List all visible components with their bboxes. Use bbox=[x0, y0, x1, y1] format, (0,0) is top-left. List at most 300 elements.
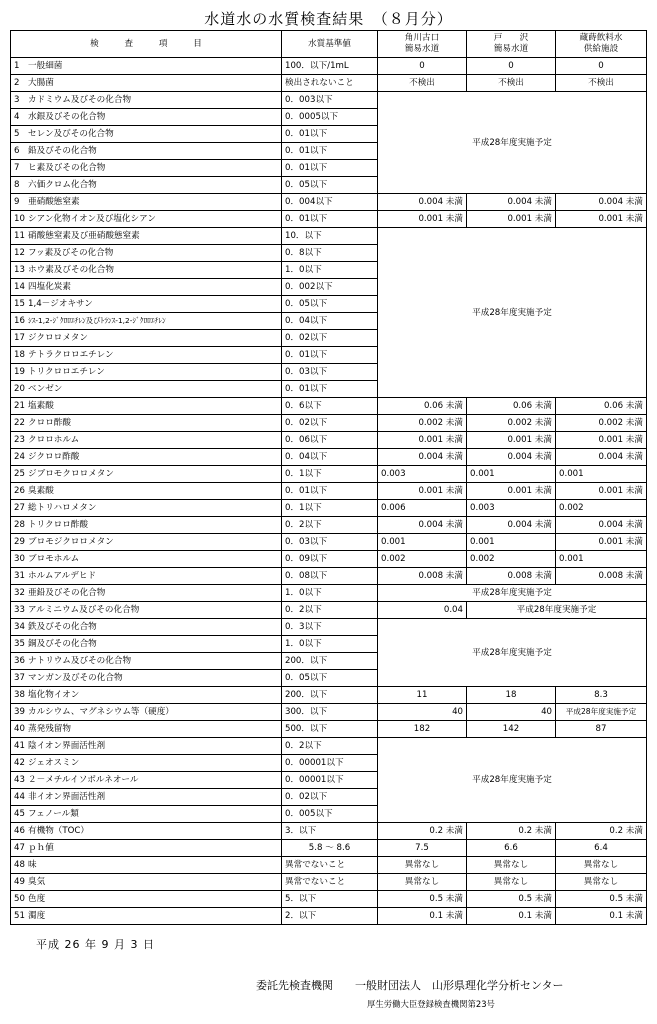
item-name-cell bbox=[11, 687, 282, 704]
value-col2: 6.6 bbox=[467, 840, 556, 857]
standard-value: 5.8 ～ 8.6 bbox=[282, 840, 378, 857]
item-name-cell bbox=[11, 58, 282, 75]
standard-value: 0．1以下 bbox=[282, 466, 378, 483]
item-name: ジクロロメタン bbox=[28, 333, 88, 343]
standard-value: 0．01以下 bbox=[282, 483, 378, 500]
table-row bbox=[11, 721, 647, 738]
value-col1: 0.1 未満 bbox=[378, 908, 467, 925]
item-name: ベンゼン bbox=[28, 384, 63, 394]
item-name: 総トリハロメタン bbox=[28, 503, 97, 513]
item-name: フェノール類 bbox=[28, 809, 79, 819]
value-col1: 0.001 未満 bbox=[378, 483, 467, 500]
item-number: 15 bbox=[14, 299, 25, 309]
item-name-cell bbox=[11, 653, 282, 670]
item-name: セレン及びその化合物 bbox=[28, 129, 114, 139]
item-name: 六価クロム化合物 bbox=[28, 180, 97, 190]
item-number: 5 bbox=[14, 129, 20, 139]
item-number: 7 bbox=[14, 163, 20, 173]
value-col1: 不検出 bbox=[378, 75, 467, 92]
value-col2: 0.001 bbox=[467, 534, 556, 551]
value-col3: 0.001 未満 bbox=[556, 432, 647, 449]
value-col3: 異常なし bbox=[556, 874, 647, 891]
item-name-cell bbox=[11, 262, 282, 279]
value-col1: 0.06 未満 bbox=[378, 398, 467, 415]
item-name-cell bbox=[11, 483, 282, 500]
item-name: 鉛及びその化合物 bbox=[28, 146, 97, 156]
value-col1: 異常なし bbox=[378, 874, 467, 891]
org-registration: 厚生労働大臣登録検査機関第23号 bbox=[367, 999, 495, 1009]
planned-note: 平成28年度実施予定 bbox=[378, 619, 647, 687]
item-number: 19 bbox=[14, 367, 25, 377]
standard-value: 0．08以下 bbox=[282, 568, 378, 585]
value-col3: 0.004 未満 bbox=[556, 449, 647, 466]
item-name: ホルムアルデヒド bbox=[28, 571, 97, 581]
item-number: 49 bbox=[14, 877, 25, 887]
item-name-cell bbox=[11, 823, 282, 840]
standard-value: 0．6以下 bbox=[282, 398, 378, 415]
planned-note: 平成28年度実施予定 bbox=[378, 92, 647, 194]
value-col2: 0.001 未満 bbox=[467, 483, 556, 500]
standard-value: 0．09以下 bbox=[282, 551, 378, 568]
table-row bbox=[11, 908, 647, 925]
item-name: ｐｈ値 bbox=[28, 843, 54, 853]
item-name: 有機物（TOC） bbox=[28, 826, 89, 836]
standard-value: 0．3以下 bbox=[282, 619, 378, 636]
value-col1: 0.004 未満 bbox=[378, 194, 467, 211]
header-standard: 水質基準値 bbox=[282, 31, 378, 58]
table-row bbox=[11, 585, 647, 602]
item-name-cell bbox=[11, 840, 282, 857]
item-name: クロロホルム bbox=[28, 435, 80, 445]
item-name: 味 bbox=[28, 860, 37, 870]
table-row bbox=[11, 483, 647, 500]
item-name-cell bbox=[11, 432, 282, 449]
value-col2: 0.001 未満 bbox=[467, 432, 556, 449]
value-col2: 0.004 未満 bbox=[467, 517, 556, 534]
standard-value: 0．05以下 bbox=[282, 296, 378, 313]
item-name-cell bbox=[11, 908, 282, 925]
table-row bbox=[11, 857, 647, 874]
item-name-cell bbox=[11, 313, 282, 330]
item-number: 43 bbox=[14, 775, 25, 785]
standard-value: 0．2以下 bbox=[282, 517, 378, 534]
value-col1: 0.006 bbox=[378, 500, 467, 517]
standard-value: 0．05以下 bbox=[282, 177, 378, 194]
item-name: ブロモジクロロメタン bbox=[28, 537, 114, 547]
item-name: フッ素及びその化合物 bbox=[28, 248, 114, 258]
item-name: ２－メチルイソボルネオール bbox=[28, 775, 139, 785]
value-col2: 0.5 未満 bbox=[467, 891, 556, 908]
table-row bbox=[11, 687, 647, 704]
standard-value: 0．04以下 bbox=[282, 449, 378, 466]
item-number: 45 bbox=[14, 809, 25, 819]
table-row bbox=[11, 874, 647, 891]
item-number: 1 bbox=[14, 61, 20, 71]
org-label: 委託先検査機関 bbox=[256, 979, 333, 992]
table-row bbox=[11, 194, 647, 211]
standard-value: 2．以下 bbox=[282, 908, 378, 925]
planned-note: 平成28年度実施予定 bbox=[378, 585, 647, 602]
item-name: ブロモホルム bbox=[28, 554, 80, 564]
standard-value: 0．02以下 bbox=[282, 415, 378, 432]
item-name: ホウ素及びその化合物 bbox=[28, 265, 114, 275]
value-col1: 0.008 未満 bbox=[378, 568, 467, 585]
item-name: 亜硝酸態窒素 bbox=[28, 197, 80, 207]
item-number: 47 bbox=[14, 843, 25, 853]
item-name: 濁度 bbox=[28, 911, 46, 921]
value-col2: 0.001 bbox=[467, 466, 556, 483]
item-number: 21 bbox=[14, 401, 25, 411]
item-name-cell bbox=[11, 738, 282, 755]
item-name: クロロ酢酸 bbox=[28, 418, 71, 428]
item-number: 31 bbox=[14, 571, 25, 581]
item-name: 1,4－ジオキサン bbox=[28, 299, 93, 309]
value-col2: 0.004 未満 bbox=[467, 449, 556, 466]
value-col2: 0.002 bbox=[467, 551, 556, 568]
planned-note: 平成28年度実施予定 bbox=[378, 738, 647, 823]
inspection-org bbox=[256, 977, 564, 993]
value-col1: 0.001 未満 bbox=[378, 432, 467, 449]
standard-value: 0．005以下 bbox=[282, 806, 378, 823]
standard-value: 0．2以下 bbox=[282, 738, 378, 755]
table-row bbox=[11, 704, 647, 721]
value-col2: 0.06 未満 bbox=[467, 398, 556, 415]
item-name-cell bbox=[11, 891, 282, 908]
table-row bbox=[11, 534, 647, 551]
value-col2: 0 bbox=[467, 58, 556, 75]
item-name-cell bbox=[11, 143, 282, 160]
standard-value: 0．01以下 bbox=[282, 143, 378, 160]
table-row bbox=[11, 840, 647, 857]
item-name: 四塩化炭素 bbox=[28, 282, 71, 292]
standard-value: 200．以下 bbox=[282, 687, 378, 704]
item-name-cell bbox=[11, 160, 282, 177]
value-col1: 7.5 bbox=[378, 840, 467, 857]
item-number: 28 bbox=[14, 520, 25, 530]
value-col1: 0.003 bbox=[378, 466, 467, 483]
item-name-cell bbox=[11, 296, 282, 313]
standard-value: 100．以下/1mL bbox=[282, 58, 378, 75]
item-number: 12 bbox=[14, 248, 25, 258]
item-name: ヒ素及びその化合物 bbox=[28, 163, 106, 173]
item-name-cell bbox=[11, 126, 282, 143]
item-name-cell bbox=[11, 279, 282, 296]
standard-value: 0．01以下 bbox=[282, 381, 378, 398]
item-name: テトラクロロエチレン bbox=[28, 350, 114, 360]
value-col3: 0.001 bbox=[556, 466, 647, 483]
item-name: ｼｽ-1,2-ｼﾞｸﾛﾛｴﾁﾚﾝ及びﾄﾗﾝｽ-1,2-ｼﾞｸﾛﾛｴﾁﾚﾝ bbox=[28, 316, 166, 325]
item-number: 16 bbox=[14, 316, 25, 326]
table-row bbox=[11, 568, 647, 585]
value-col1: 0.001 未満 bbox=[378, 211, 467, 228]
item-name: 臭素酸 bbox=[28, 486, 54, 496]
item-name-cell bbox=[11, 755, 282, 772]
value-col3: 不検出 bbox=[556, 75, 647, 92]
item-name-cell bbox=[11, 177, 282, 194]
item-name-cell bbox=[11, 551, 282, 568]
item-name: 色度 bbox=[28, 894, 46, 904]
table-row bbox=[11, 432, 647, 449]
item-name: トリクロロエチレン bbox=[28, 367, 105, 377]
item-number: 11 bbox=[14, 231, 25, 241]
item-number: 39 bbox=[14, 707, 25, 717]
item-name: 塩素酸 bbox=[28, 401, 54, 411]
value-col1: 0.04 bbox=[378, 602, 467, 619]
item-name: 塩化物イオン bbox=[28, 690, 80, 700]
value-col3: 8.3 bbox=[556, 687, 647, 704]
table-row bbox=[11, 466, 647, 483]
item-number: 48 bbox=[14, 860, 25, 870]
item-number: 13 bbox=[14, 265, 25, 275]
item-name-cell bbox=[11, 228, 282, 245]
item-name-cell bbox=[11, 721, 282, 738]
report-date: 平成 26 年 9 月 3 日 bbox=[36, 938, 155, 951]
item-name-cell bbox=[11, 330, 282, 347]
value-col1: 182 bbox=[378, 721, 467, 738]
value-col3: 0.001 未満 bbox=[556, 483, 647, 500]
value-col1: 0.001 bbox=[378, 534, 467, 551]
value-col1: 40 bbox=[378, 704, 467, 721]
value-col3: 0.001 bbox=[556, 551, 647, 568]
value-col3: 異常なし bbox=[556, 857, 647, 874]
value-col2: 142 bbox=[467, 721, 556, 738]
item-name-cell bbox=[11, 568, 282, 585]
item-name: カドミウム及びその化合物 bbox=[28, 95, 132, 105]
item-name: マンガン及びその化合物 bbox=[28, 673, 123, 683]
item-name-cell bbox=[11, 245, 282, 262]
standard-value: 0．004以下 bbox=[282, 194, 378, 211]
value-col1: 0.5 未満 bbox=[378, 891, 467, 908]
table-row bbox=[11, 211, 647, 228]
value-col3: 0.002 bbox=[556, 500, 647, 517]
value-col2: 0.004 未満 bbox=[467, 194, 556, 211]
item-name-cell bbox=[11, 466, 282, 483]
value-col2: 異常なし bbox=[467, 857, 556, 874]
standard-value: 0．03以下 bbox=[282, 364, 378, 381]
standard-value: 10．以下 bbox=[282, 228, 378, 245]
item-name-cell bbox=[11, 92, 282, 109]
item-name-cell bbox=[11, 194, 282, 211]
value-col2: 18 bbox=[467, 687, 556, 704]
standard-value: 1．0以下 bbox=[282, 585, 378, 602]
item-name-cell bbox=[11, 347, 282, 364]
item-name-cell bbox=[11, 517, 282, 534]
item-number: 26 bbox=[14, 486, 25, 496]
value-col2: 40 bbox=[467, 704, 556, 721]
value-col3: 0.5 未満 bbox=[556, 891, 647, 908]
value-col1: 0.004 未満 bbox=[378, 517, 467, 534]
value-col2: 異常なし bbox=[467, 874, 556, 891]
value-col3: 0.004 未満 bbox=[556, 517, 647, 534]
standard-value: 0．8以下 bbox=[282, 245, 378, 262]
table-header-row bbox=[11, 31, 647, 58]
standard-value: 検出されないこと bbox=[282, 75, 378, 92]
item-number: 50 bbox=[14, 894, 25, 904]
page-title: 水道水の水質検査結果 （８月分） bbox=[204, 10, 453, 28]
standard-value: 0．03以下 bbox=[282, 534, 378, 551]
standard-value: 0．002以下 bbox=[282, 279, 378, 296]
item-number: 10 bbox=[14, 214, 25, 224]
standard-value: 200．以下 bbox=[282, 653, 378, 670]
header-col1: 角川古口 簡易水道 bbox=[378, 31, 467, 58]
standard-value: 0．01以下 bbox=[282, 160, 378, 177]
item-name-cell bbox=[11, 602, 282, 619]
table-row bbox=[11, 75, 647, 92]
item-name-cell bbox=[11, 534, 282, 551]
planned-note: 平成28年度実施予定 bbox=[467, 602, 647, 619]
table-row bbox=[11, 58, 647, 75]
item-number: 20 bbox=[14, 384, 25, 394]
item-name: 陰イオン界面活性剤 bbox=[28, 741, 106, 751]
value-col3: 0.001 未満 bbox=[556, 534, 647, 551]
item-number: 35 bbox=[14, 639, 25, 649]
value-col2: 0.002 未満 bbox=[467, 415, 556, 432]
standard-value: 1．0以下 bbox=[282, 262, 378, 279]
item-name-cell bbox=[11, 636, 282, 653]
item-name-cell bbox=[11, 874, 282, 891]
item-number: 32 bbox=[14, 588, 25, 598]
header-item: 検 査 項 目 bbox=[11, 31, 282, 58]
item-name: シアン化物イオン及び塩化シアン bbox=[28, 214, 156, 224]
item-number: 42 bbox=[14, 758, 25, 768]
value-col3: 0.2 未満 bbox=[556, 823, 647, 840]
item-number: 18 bbox=[14, 350, 25, 360]
standard-value: 500．以下 bbox=[282, 721, 378, 738]
item-number: 33 bbox=[14, 605, 25, 615]
table-row bbox=[11, 415, 647, 432]
standard-value: 0．01以下 bbox=[282, 347, 378, 364]
org-name: 一般財団法人 山形県理化学分析センター bbox=[355, 979, 564, 992]
standard-value: 異常でないこと bbox=[282, 857, 378, 874]
item-number: 41 bbox=[14, 741, 25, 751]
item-name-cell bbox=[11, 670, 282, 687]
value-col3: 6.4 bbox=[556, 840, 647, 857]
item-name: ナトリウム及びその化合物 bbox=[28, 656, 132, 666]
item-name-cell bbox=[11, 500, 282, 517]
value-col3: 87 bbox=[556, 721, 647, 738]
item-name-cell bbox=[11, 857, 282, 874]
standard-value: 1．0以下 bbox=[282, 636, 378, 653]
item-name: 水銀及びその化合物 bbox=[28, 112, 106, 122]
standard-value: 0．06以下 bbox=[282, 432, 378, 449]
table-row bbox=[11, 449, 647, 466]
item-name: 非イオン界面活性剤 bbox=[28, 792, 106, 802]
item-name-cell bbox=[11, 806, 282, 823]
table-row bbox=[11, 823, 647, 840]
value-col1: 0.002 未満 bbox=[378, 415, 467, 432]
planned-note: 平成28年度実施予定 bbox=[556, 704, 647, 721]
item-name: 大腸菌 bbox=[28, 78, 54, 88]
table-row bbox=[11, 891, 647, 908]
standard-value: 0．00001以下 bbox=[282, 755, 378, 772]
value-col3: 0 bbox=[556, 58, 647, 75]
standard-value: 0．0005以下 bbox=[282, 109, 378, 126]
item-name: ジェオスミン bbox=[28, 758, 80, 768]
item-name: 亜鉛及びその化合物 bbox=[28, 588, 106, 598]
item-number: 36 bbox=[14, 656, 25, 666]
value-col3: 0.1 未満 bbox=[556, 908, 647, 925]
item-name-cell bbox=[11, 585, 282, 602]
value-col2: 0.2 未満 bbox=[467, 823, 556, 840]
item-number: 44 bbox=[14, 792, 25, 802]
item-number: 38 bbox=[14, 690, 25, 700]
water-quality-table bbox=[10, 30, 647, 925]
item-name-cell bbox=[11, 772, 282, 789]
value-col3: 0.001 未満 bbox=[556, 211, 647, 228]
item-number: 8 bbox=[14, 180, 20, 190]
item-number: 22 bbox=[14, 418, 25, 428]
item-name: 銅及びその化合物 bbox=[28, 639, 97, 649]
item-name-cell bbox=[11, 211, 282, 228]
value-col1: 0.004 未満 bbox=[378, 449, 467, 466]
item-name-cell bbox=[11, 398, 282, 415]
item-number: 51 bbox=[14, 911, 25, 921]
value-col1: 0.002 bbox=[378, 551, 467, 568]
item-name: カルシウム、マグネシウム等（硬度） bbox=[28, 707, 174, 717]
item-number: 14 bbox=[14, 282, 25, 292]
standard-value: 0．05以下 bbox=[282, 670, 378, 687]
item-number: 29 bbox=[14, 537, 25, 547]
table-row bbox=[11, 517, 647, 534]
item-number: 3 bbox=[14, 95, 20, 105]
value-col3: 0.004 未満 bbox=[556, 194, 647, 211]
item-number: 17 bbox=[14, 333, 25, 343]
table-row bbox=[11, 738, 647, 755]
item-number: 4 bbox=[14, 112, 20, 122]
standard-value: 3．以下 bbox=[282, 823, 378, 840]
header-col3: 蔵蒔飲料水 供給施設 bbox=[556, 31, 647, 58]
item-number: 9 bbox=[14, 197, 20, 207]
standard-value: 0．00001以下 bbox=[282, 772, 378, 789]
item-name-cell bbox=[11, 75, 282, 92]
value-col3: 0.008 未満 bbox=[556, 568, 647, 585]
item-name: ジクロロ酢酸 bbox=[28, 452, 80, 462]
item-number: 30 bbox=[14, 554, 25, 564]
item-number: 2 bbox=[14, 78, 20, 88]
item-name-cell bbox=[11, 364, 282, 381]
standard-value: 0．2以下 bbox=[282, 602, 378, 619]
item-name-cell bbox=[11, 789, 282, 806]
item-number: 23 bbox=[14, 435, 25, 445]
standard-value: 異常でないこと bbox=[282, 874, 378, 891]
value-col2: 0.1 未満 bbox=[467, 908, 556, 925]
table-row bbox=[11, 619, 647, 636]
value-col2: 0.001 未満 bbox=[467, 211, 556, 228]
header-col2: 戸 沢 簡易水道 bbox=[467, 31, 556, 58]
value-col3: 0.06 未満 bbox=[556, 398, 647, 415]
item-number: 34 bbox=[14, 622, 25, 632]
standard-value: 0．01以下 bbox=[282, 126, 378, 143]
item-number: 40 bbox=[14, 724, 25, 734]
item-name-cell bbox=[11, 619, 282, 636]
table-row bbox=[11, 92, 647, 109]
item-name-cell bbox=[11, 704, 282, 721]
item-name: アルミニウム及びその化合物 bbox=[28, 605, 140, 615]
item-name: ジブロモクロロメタン bbox=[28, 469, 114, 479]
item-name: 鉄及びその化合物 bbox=[28, 622, 97, 632]
item-name: 蒸発残留物 bbox=[28, 724, 71, 734]
item-number: 27 bbox=[14, 503, 25, 513]
table-row bbox=[11, 551, 647, 568]
value-col2: 0.008 未満 bbox=[467, 568, 556, 585]
standard-value: 5．以下 bbox=[282, 891, 378, 908]
item-name-cell bbox=[11, 381, 282, 398]
item-name: 一般細菌 bbox=[28, 61, 63, 71]
value-col2: 0.003 bbox=[467, 500, 556, 517]
table-row bbox=[11, 398, 647, 415]
item-number: 6 bbox=[14, 146, 20, 156]
item-name: 硝酸態窒素及び亜硝酸態窒素 bbox=[28, 231, 140, 241]
